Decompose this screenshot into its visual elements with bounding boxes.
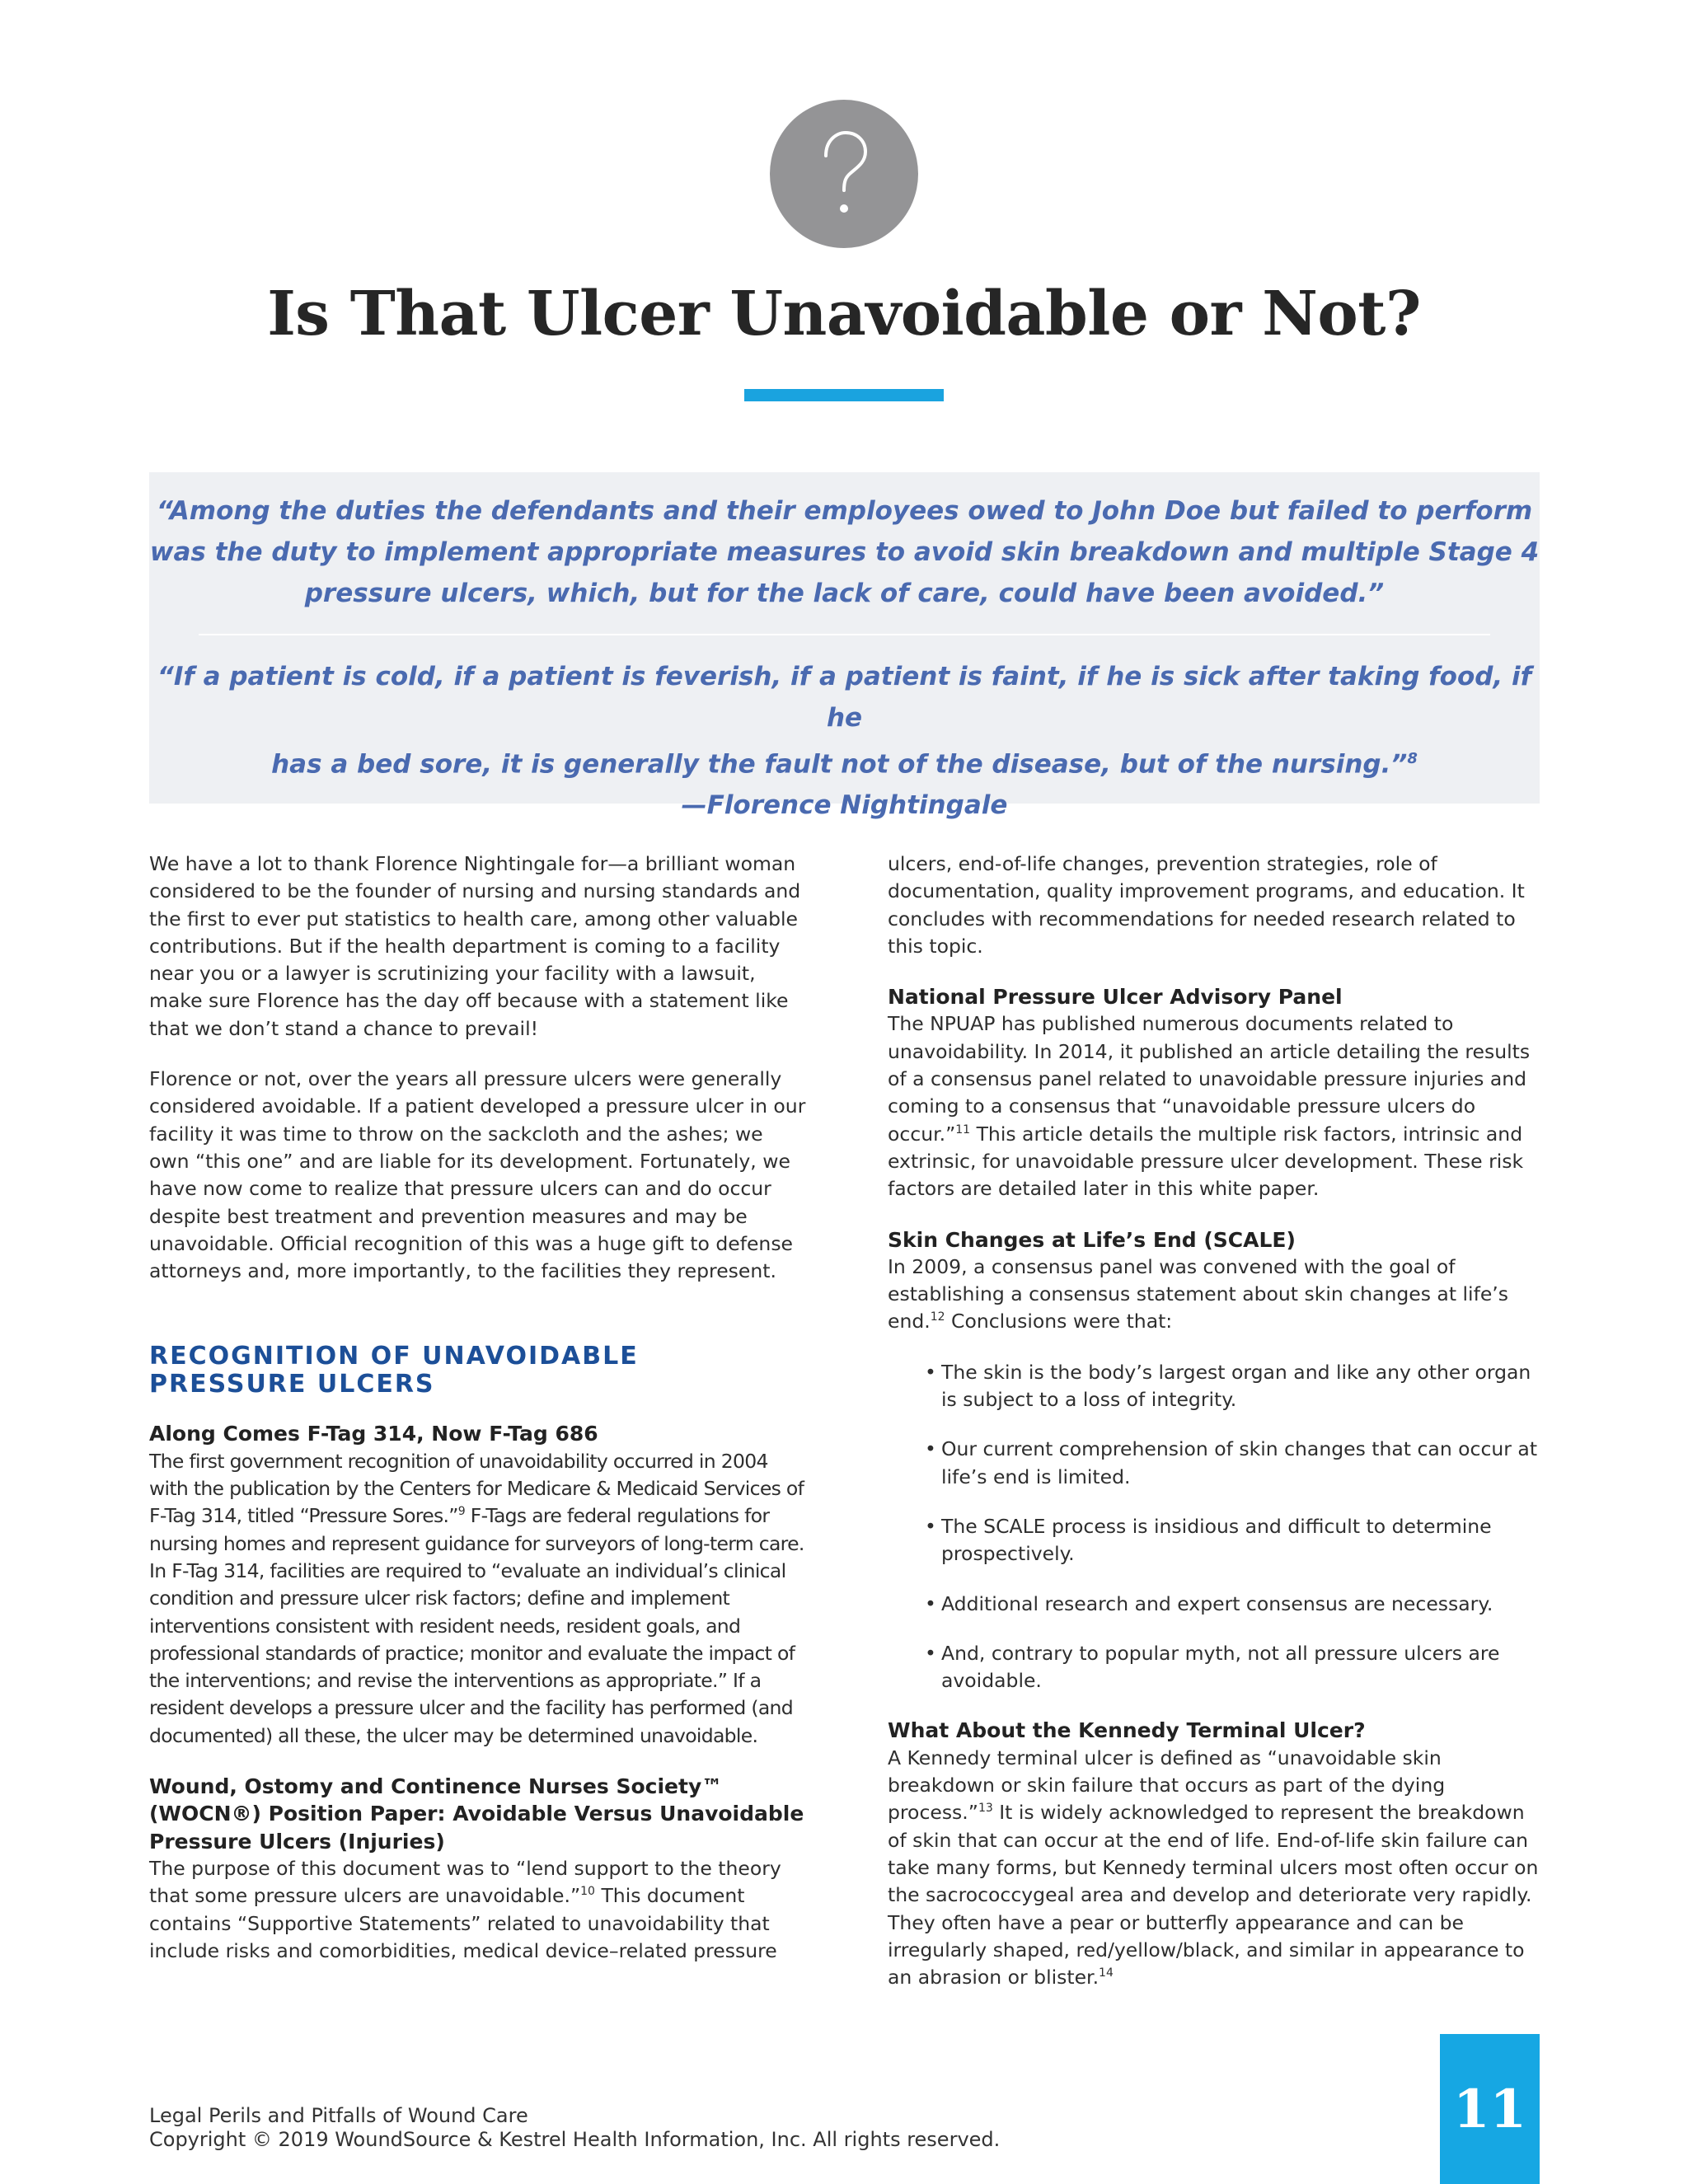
ftag-heading: Along Comes F-Tag 314, Now F-Tag 686 — [149, 1422, 598, 1446]
copyright-notice: Copyright © 2019 WoundSource & Kestrel Health Information, Inc. All rights reserved. — [149, 2128, 1001, 2151]
quote-box — [149, 472, 1540, 821]
legal-quote-line: “Among the duties the defendants and their employees owed to John Doe but failed to perform — [156, 496, 1533, 526]
page-number-box — [1440, 2034, 1540, 2184]
kennedy-heading: What About the Kennedy Terminal Ulcer? — [888, 1718, 1366, 1743]
section-heading-line: PRESSURE ULCERS — [149, 1370, 435, 1399]
scale-heading: Skin Changes at Life’s End (SCALE) — [888, 1227, 1296, 1252]
page-number: 11 — [1452, 2078, 1527, 2140]
footnote-ref: 9 — [457, 1505, 465, 1519]
footnote-ref: 13 — [978, 1802, 993, 1816]
quote-attribution: —Florence Nightingale — [681, 790, 1008, 821]
nightingale-quote — [149, 656, 1540, 826]
scale-text: In 2009, a consensus panel was convened with the goal of establishing a consensus statement about skin changes at life’s end. — [888, 1254, 1509, 1333]
scale-paragraph — [888, 1254, 1547, 1336]
scale-conclusions-list — [888, 1359, 1547, 1695]
npuap-heading: National Pressure Ulcer Advisory Panel — [888, 985, 1343, 1010]
right-column — [888, 851, 1547, 1991]
footnote-ref: 11 — [955, 1122, 971, 1137]
page-title: Is That Ulcer Unavoidable or Not? — [267, 279, 1421, 349]
npuap-text: This article details the multiple risk factors, intrinsic and extrinsic, for unavoidable pressure ulcer development. These risk factors are detailed later in this white paper. — [888, 1122, 1524, 1201]
ftag-paragraph — [149, 1448, 809, 1750]
section-heading-line: RECOGNITION OF UNAVOIDABLE — [149, 1342, 639, 1371]
wocn-paragraph — [149, 1855, 809, 1965]
wocn-text: This document contains “Supportive Statements” related to unavoidability that include risks and comorbidities, medical device–related pressure — [149, 1884, 777, 1962]
kennedy-text: A Kennedy terminal ulcer is defined as “unavoidable skin breakdown or skin failure that occurs as part of the dying process.” — [888, 1746, 1446, 1825]
avoidability-paragraph: Florence or not, over the years all pressure ulcers were generally considered avoidable. If a patient developed a pressure ulcer in our facility it was time to throw on the sackcloth and the ashes; we own “this one” and are liable for its development. Fortunately, we have now come to realize that pressure ulcers can and do occur despite best treatment and prevention measures and may be unavoidable. Official recognition of this was a huge gift to defense attorneys and, more importantly, to the facilities they represent. — [149, 1067, 806, 1283]
nightingale-quote-line: has a bed sore, it is generally the fault not of the disease, but of the nursing.” — [271, 749, 1408, 780]
question-mark-icon — [803, 124, 885, 223]
list-item: • Our current comprehension of skin changes that can occur at life’s end is limited. — [925, 1436, 1547, 1491]
quote-divider — [199, 634, 1490, 635]
kennedy-paragraph — [888, 1745, 1547, 1992]
legal-quote — [149, 490, 1540, 614]
footnote-ref: 8 — [1407, 750, 1418, 767]
kennedy-text: It is widely acknowledged to represent the breakdown of skin that can occur at the end of life. End-of-life skin failure can take many forms, but Kennedy terminal ulcers most often occur on the sacrococcygeal area and develop and deteriorate very rapidly. They often have a pear or butterfly appearance and can be irregularly shaped, red/yellow/black, and similar in appearance to an abrasion or blister. — [888, 1801, 1539, 1990]
intro-paragraph: We have a lot to thank Florence Nightingale for—a brilliant woman considered to be the founder of nursing and nursing standards and the first to ever put statistics to health care, among other valuable contributions. But if the health department is coming to a facility near you or a lawyer is scrutinizing your facility with a lawsuit, make sure Florence has the day off because with a statement like that we don’t stand a chance to prevail! — [149, 852, 801, 1040]
footer — [149, 2104, 1000, 2152]
footnote-ref: 10 — [580, 1885, 595, 1899]
npuap-paragraph — [888, 1010, 1547, 1202]
question-mark-badge — [770, 100, 918, 248]
title-accent-rule — [744, 389, 944, 401]
continued-paragraph: ulcers, end-of-life changes, prevention strategies, role of documentation, quality improvement programs, and education. It concludes with recommendations for needed research related to this topic. — [888, 852, 1525, 958]
scale-text: Conclusions were that: — [945, 1310, 1173, 1333]
list-item: • The skin is the body’s largest organ and like any other organ is subject to a loss of integrity. — [925, 1359, 1547, 1414]
wocn-text: The purpose of this document was to “lend support to the theory that some pressure ulcers are unavoidable.” — [149, 1856, 781, 1908]
publication-title: Legal Perils and Pitfalls of Wound Care — [149, 2104, 528, 2127]
legal-quote-line: was the duty to implement appropriate measures to avoid skin breakdown and multiple Stage 4 — [149, 537, 1540, 567]
npuap-text: The NPUAP has published numerous documents related to unavoidability. In 2014, it published an article detailing the results of a consensus panel related to unavoidable pressure injuries and coming to a consensus that “unavoidable pressure ulcers do occur.” — [888, 1012, 1531, 1146]
ftag-text: The first government recognition of unavoidability occurred in 2004 with the publication by the Centers for Medicare & Medicaid Services of F-Tag 314, titled “Pressure Sores.” — [149, 1449, 804, 1528]
footnote-ref: 14 — [1099, 1966, 1114, 1980]
list-item: • And, contrary to popular myth, not all pressure ulcers are avoidable. — [925, 1640, 1547, 1695]
list-item: • Additional research and expert consensus are necessary. — [925, 1591, 1547, 1618]
wocn-heading: Wound, Ostomy and Continence Nurses Society™ (WOCN®) Position Paper: Avoidable Versus Unavoidable Pressure Ulcers (Injuries) — [149, 1774, 804, 1854]
nightingale-quote-line: “If a patient is cold, if a patient is feverish, if a patient is faint, if he is sick after taking food, if he — [157, 662, 1532, 733]
footnote-ref: 12 — [930, 1310, 945, 1324]
ftag-text: F-Tags are federal regulations for nursing homes and represent guidance for surveyors of long-term care. In F-Tag 314, facilities are required to “evaluate an individual’s clinical condition and pressure ulcer risk factors; define and implement interventions consistent with resident needs, resident goals, and professional standards of practice; monitor and evaluate the impact of the interventions; and revise the interventions as appropriate.” If a resident develops a pressure ulcer and the facility has performed (and documented) all these, the ulcer may be determined unavoidable. — [149, 1504, 804, 1747]
left-column — [149, 851, 809, 1965]
legal-quote-line: pressure ulcers, which, but for the lack of care, could have been avoided.” — [304, 579, 1385, 608]
list-item: • The SCALE process is insidious and difficult to determine prospectively. — [925, 1513, 1547, 1568]
section-heading — [149, 1343, 809, 1399]
